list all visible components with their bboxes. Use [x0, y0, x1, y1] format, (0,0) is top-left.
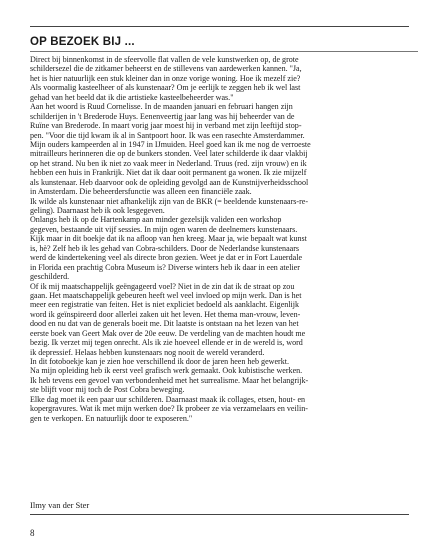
page-number: 8: [30, 528, 35, 538]
body-line: eerste boek van Geert Mak over de 20e eeuw. De verdeling van de machten houdt me: [30, 328, 306, 338]
body-line: het is hier natuurlijk een stuk kleiner dan in onze vorige woning. Hoe ik mezelf zie?: [30, 73, 301, 83]
body-line: Ik wilde als kunstenaar niet afhankelijk zijn van de BKR (= beeldende kunstenaars-re-: [30, 196, 309, 206]
body-line: Ik heb tevens een gevoel van verbondenheid met het surrealisme. Maar het belangrijk-: [30, 375, 309, 385]
top-rule: [30, 26, 409, 27]
body-line: ik depressief. Helaas hebben kunstenaars nog nooit de wereld veranderd.: [30, 347, 265, 357]
body-line: pen. "Voor die tijd kwam ik al in Santpoort hoor. Ik was een rasechte Amsterdammer.: [30, 130, 305, 140]
body-line: Direct bij binnenkomst in de sfeervolle flat vallen de vele kunstwerken op, de grote: [30, 55, 299, 64]
body-line: bezig. Ik verzet mij tegen onrecht. Als ik zie hoeveel ellende er in de wereld is, word: [30, 338, 303, 348]
body-line: schilderijen in 't Brederode Huys. Eenenveertig jaar lang was hij beheerder van de: [30, 111, 295, 121]
body-line: meer een registratie van feiten. Het is niet expliciet bedoeld als aanklacht. Eigenlijk: [30, 300, 300, 310]
body-line: word ik geïnspireerd door allerlei zaken uit het leven. Het thema man-vrouw, leven-: [30, 309, 301, 319]
body-line: geschilderd.: [30, 272, 70, 282]
body-line: schildersezel die de zitkamer beheerst en de stillevens van aardewerken kannen. "Ja,: [30, 64, 302, 74]
body-line: werd de kindertekening veel als directe bron gezien. Weet je dat er in Fort Lauerdale: [30, 253, 303, 263]
body-line: als kunstenaar. Heb daarvoor ook de opleiding gevolgd aan de Kunstnijverheidsschool: [30, 177, 309, 187]
article-body: [30, 55, 420, 423]
body-line: In dit fotoboekje kan je zien hoe verschillend ik door de jaren heen heb gewerkt.: [30, 357, 289, 366]
body-line: Mijn ouders kampeerden al in 1947 in IJmuiden. Heel goed kan ik me nog de verroeste: [30, 139, 311, 149]
body-line: Kijk maar in dit boekje dat ik na afloop van hen kreeg. Maar ja, wie bepaalt wat kunst: [30, 234, 307, 244]
page-title: OP BEZOEK BIJ ...: [30, 36, 135, 48]
body-line: hebben een huis in Frankrijk. Niet dat ik daar ooit permanent ga wonen. Ik zie mijzelf: [30, 168, 307, 178]
body-line: Na mijn opleiding heb ik eerst veel grafisch werk gemaakt. Ook kubistische werken.: [30, 366, 303, 376]
body-line: Onlangs heb ik op de Hartenkamp aan minder gezelsijk validen een workshop: [30, 215, 282, 225]
title-underline: [30, 51, 418, 52]
body-line: dood en nu dat van de generals boeit me. Dit laatste is ontstaan na het lezen van het: [30, 319, 299, 329]
body-line: mitrailleurs herinneren die op de bunkers stonden. Veel later schilderde ik daar vlakbij: [30, 149, 308, 159]
body-line: Ruïne van Brederode. In maart vorig jaar moest hij in verband met zijn leeftijd stop-: [30, 121, 302, 131]
body-line: ste blijft voor mij toch de Post Cobra beweging.: [30, 385, 185, 395]
body-line: Of ik mij maatschappelijk geëngageerd voel? Niet in de zin dat ik de straat op zou: [30, 281, 295, 291]
body-line: in Amsterdam. Die beheerdersfunctie was alleen een financiële zaak.: [30, 187, 252, 197]
author-signature: Ilmy van der Ster: [30, 500, 90, 510]
body-line: Als voormalig kasteelheer of als kunstenaar? Om je eerlijk te zeggen heb ik wel last: [30, 83, 301, 93]
body-line: kopergravures. Wat ik met mijn werken doe? Ik probeer ze via verzamelaars en veilin-: [30, 404, 308, 414]
body-line: gehad van het beeld dat ik die artistieke kasteelbeheerder was.": [30, 92, 234, 102]
body-line: Elke dag moet ik een paar uur schilderen. Daarnaast maak ik collages, etsen, hout- en: [30, 394, 306, 404]
body-line: op het strand. Nu ben ik niet zo vaak meer in Nederland. Truus (red. zijn vrouw) en ik: [30, 158, 307, 168]
body-line: Aan het woord is Ruud Cornelisse. In de maanden januari en februari hangen zijn: [30, 102, 293, 112]
body-line: in Florida een prachtig Cobra Museum is? Diverse winters heb ik daar in een atelier: [30, 262, 300, 272]
body-line: gen te verkopen. En natuurlijk door te exposeren.": [30, 413, 193, 423]
body-line: is, hè? Zelf heb ik les gehad van Cobra-schilders. Door de Nederlandse kunstenaars: [30, 243, 300, 253]
bottom-rule: [30, 514, 409, 515]
body-line: gaan. Het maatschappelijk gebeuren heeft wel veel invloed op mijn werk. Dan is het: [30, 290, 302, 300]
body-line: gegeven, bestaande uit vijf sessies. In mijn ogen waren de deelnemers kunstenaars.: [30, 224, 298, 234]
body-line: geling). Daarnaast heb ik ook lesgegeven.: [30, 206, 165, 215]
